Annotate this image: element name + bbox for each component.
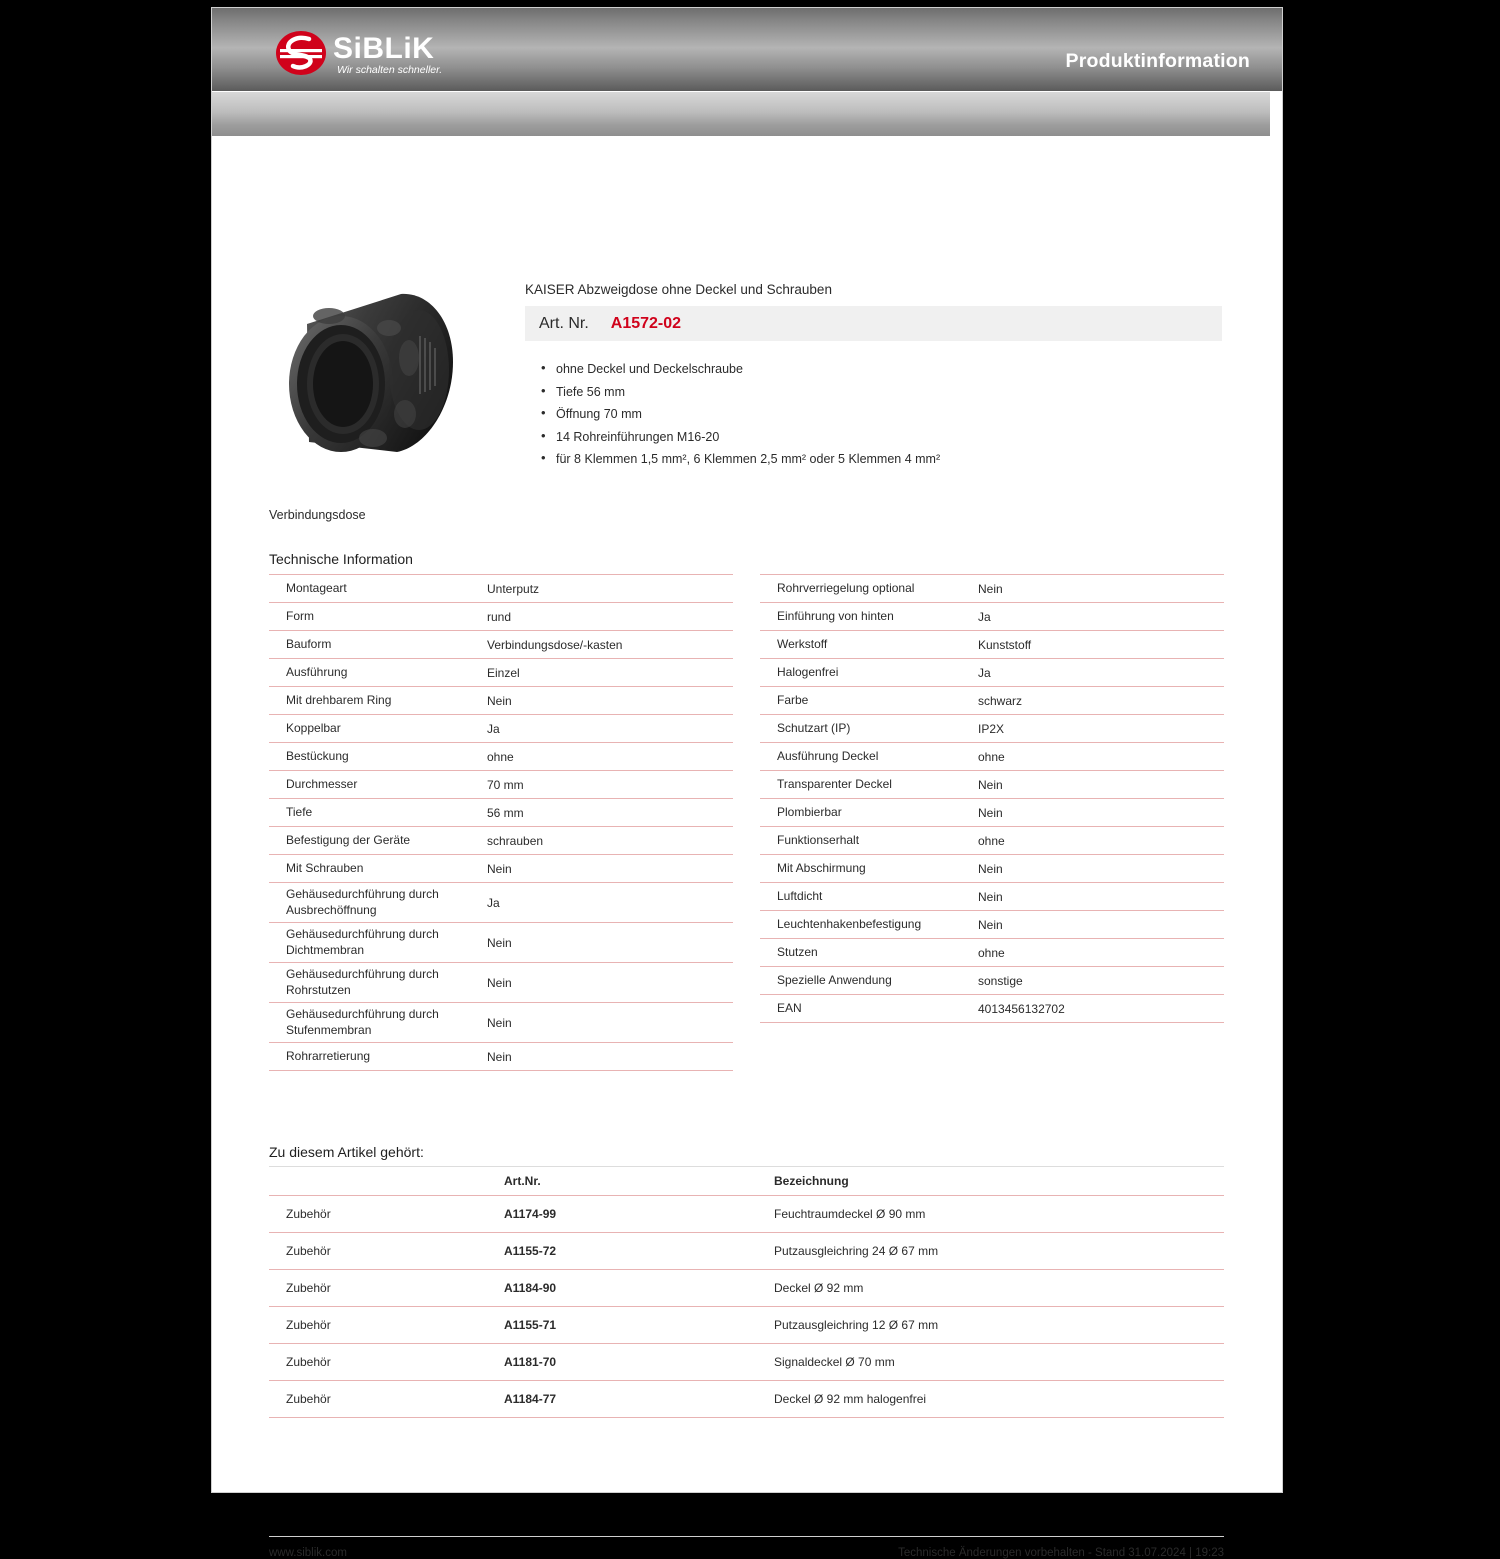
row-value: Nein <box>487 975 512 990</box>
table-row <box>269 799 733 827</box>
technical-section-title: Technische Information <box>269 551 413 567</box>
cell-type: Zubehör <box>269 1233 504 1270</box>
row-key: Mit drehbarem Ring <box>286 692 392 707</box>
table-row <box>269 771 733 799</box>
table-row <box>760 659 1224 687</box>
row-value: sonstige <box>978 973 1023 988</box>
row-value: Nein <box>978 861 1003 876</box>
list-item: • für 8 Klemmen 1,5 mm², 6 Klemmen 2,5 mm² oder 5 Klemmen 4 mm² <box>539 448 1229 471</box>
table-row <box>269 659 733 687</box>
table-header-row <box>269 1167 1224 1196</box>
table-row <box>760 939 1224 967</box>
row-value: Nein <box>978 581 1003 596</box>
accessories-table <box>269 1166 1224 1418</box>
row-key: Farbe <box>777 692 809 707</box>
cell-artnr[interactable]: A1181-70 <box>504 1344 774 1381</box>
footer-note: Technische Änderungen vorbehalten - Stand 31.07.2024 | 19:23 <box>898 1547 1224 1559</box>
row-key: Spezielle Anwendung <box>777 972 892 987</box>
article-number-label: Art. Nr. <box>539 314 589 332</box>
article-number-box <box>525 306 1222 341</box>
cell-type: Zubehör <box>269 1196 504 1233</box>
table-row <box>760 771 1224 799</box>
row-value: schrauben <box>487 833 544 848</box>
cell-name: Signaldeckel Ø 70 mm <box>774 1344 1224 1381</box>
row-value: Ja <box>487 721 500 736</box>
column-header-type <box>269 1167 504 1196</box>
page-title: Produktinformation <box>1065 50 1250 72</box>
row-value: Nein <box>487 861 512 876</box>
row-key: Form <box>286 608 314 623</box>
accessories-section-title: Zu diesem Artikel gehört: <box>269 1144 424 1160</box>
row-key: Leuchtenhakenbefestigung <box>777 916 922 931</box>
table-row <box>760 855 1224 883</box>
page-header <box>212 8 1282 92</box>
technical-table <box>269 574 1224 1071</box>
table-row <box>760 574 1224 603</box>
row-key: Funktionserhalt <box>777 832 860 847</box>
row-key: Rohrverriegelung optional <box>777 580 915 595</box>
list-item: • 14 Rohreinführungen M16-20 <box>539 426 1229 449</box>
row-key: Transparenter Deckel <box>777 776 892 791</box>
row-value: Nein <box>978 917 1003 932</box>
row-key: Stutzen <box>777 944 818 959</box>
column-header-name: Bezeichnung <box>774 1167 1224 1196</box>
cell-type: Zubehör <box>269 1307 504 1344</box>
table-row[interactable] <box>269 1344 1224 1381</box>
table-row <box>269 715 733 743</box>
table-row <box>269 883 733 923</box>
table-row[interactable] <box>269 1233 1224 1270</box>
row-key: Gehäusedurchführung durch Ausbrechöffnung <box>286 887 439 917</box>
cell-name: Deckel Ø 92 mm halogenfrei <box>774 1381 1224 1418</box>
row-value: Unterputz <box>487 581 540 596</box>
row-value: 56 mm <box>487 805 524 820</box>
table-row[interactable] <box>269 1381 1224 1418</box>
cell-name: Putzausgleichring 12 Ø 67 mm <box>774 1307 1224 1344</box>
row-value: 4013456132702 <box>978 1001 1065 1016</box>
row-value: ohne <box>978 749 1005 764</box>
list-item: • Öffnung 70 mm <box>539 403 1229 426</box>
row-key: Rohrarretierung <box>286 1048 371 1063</box>
table-row <box>269 574 733 603</box>
row-value: ohne <box>978 945 1005 960</box>
cell-artnr[interactable]: A1184-77 <box>504 1381 774 1418</box>
article-number-value: A1572-02 <box>610 314 682 332</box>
row-value: Ja <box>487 895 500 910</box>
row-key: Mit Schrauben <box>286 860 364 875</box>
table-row <box>760 715 1224 743</box>
product-caption: Verbindungsdose <box>269 508 366 522</box>
row-key: Tiefe <box>286 804 313 819</box>
table-row[interactable] <box>269 1196 1224 1233</box>
row-value: ohne <box>487 749 514 764</box>
row-value: Nein <box>487 1015 512 1030</box>
cell-name: Feuchtraumdeckel Ø 90 mm <box>774 1196 1224 1233</box>
table-row <box>269 631 733 659</box>
table-row <box>760 911 1224 939</box>
table-row <box>760 883 1224 911</box>
row-key: Koppelbar <box>286 720 341 735</box>
row-key: Durchmesser <box>286 776 358 791</box>
row-value: rund <box>487 609 512 624</box>
table-row <box>760 799 1224 827</box>
header-secondary-bar <box>212 92 1282 136</box>
cell-type: Zubehör <box>269 1381 504 1418</box>
table-row <box>269 923 733 963</box>
table-row <box>269 1043 733 1071</box>
siblik-logo-icon <box>275 30 327 76</box>
cell-artnr[interactable]: A1155-71 <box>504 1307 774 1344</box>
footer-divider <box>269 1536 1224 1537</box>
row-key: Plombierbar <box>777 804 842 819</box>
table-row <box>269 603 733 631</box>
table-row <box>269 827 733 855</box>
table-row <box>269 1003 733 1043</box>
table-row <box>269 687 733 715</box>
row-value: IP2X <box>978 721 1005 736</box>
row-key: Ausführung Deckel <box>777 748 879 763</box>
table-row <box>269 963 733 1003</box>
cell-artnr[interactable]: A1155-72 <box>504 1233 774 1270</box>
logo-wordmark: SiBLiK <box>333 32 435 65</box>
table-row <box>760 967 1224 995</box>
logo-slogan: Wir schalten schneller. <box>337 64 443 76</box>
footer-website[interactable]: www.siblik.com <box>269 1547 347 1559</box>
product-image <box>269 266 469 481</box>
row-key: Einführung von hinten <box>777 608 894 623</box>
row-value: Einzel <box>487 665 520 680</box>
product-features-list <box>539 358 1229 471</box>
table-row[interactable] <box>269 1270 1224 1307</box>
list-item: • Tiefe 56 mm <box>539 381 1229 404</box>
row-value: Verbindungsdose/-kasten <box>487 637 623 652</box>
product-title: KAISER Abzweigdose ohne Deckel und Schrauben <box>525 282 832 297</box>
table-row <box>760 995 1224 1023</box>
table-row <box>760 743 1224 771</box>
siblik-logo <box>275 30 505 80</box>
row-value: ohne <box>978 833 1005 848</box>
cell-artnr[interactable]: A1174-99 <box>504 1196 774 1233</box>
row-key: Gehäusedurchführung durch Stufenmembran <box>286 1007 439 1037</box>
table-row <box>760 687 1224 715</box>
cell-artnr[interactable]: A1184-90 <box>504 1270 774 1307</box>
table-row <box>760 827 1224 855</box>
cell-type: Zubehör <box>269 1344 504 1381</box>
row-value: Ja <box>978 665 991 680</box>
row-key: Befestigung der Geräte <box>286 832 411 847</box>
row-value: Nein <box>978 805 1003 820</box>
column-header-artnr: Art.Nr. <box>504 1167 774 1196</box>
row-value: Nein <box>978 777 1003 792</box>
row-key: Ausführung <box>286 664 348 679</box>
row-key: Bestückung <box>286 748 349 763</box>
row-value: Nein <box>978 889 1003 904</box>
row-value: schwarz <box>978 693 1023 708</box>
row-key: Bauform <box>286 636 332 651</box>
row-value: Ja <box>978 609 991 624</box>
table-row <box>269 855 733 883</box>
technical-column-left <box>269 574 733 1071</box>
document-page <box>212 8 1282 1559</box>
row-key: Gehäusedurchführung durch Dichtmembran <box>286 927 439 957</box>
row-value: Kunststoff <box>978 637 1032 652</box>
row-value: Nein <box>487 1049 512 1064</box>
row-key: Schutzart (IP) <box>777 720 851 735</box>
row-key: Montageart <box>286 580 347 595</box>
row-value: Nein <box>487 693 512 708</box>
list-item: • ohne Deckel und Deckelschraube <box>539 358 1229 381</box>
row-key: Halogenfrei <box>777 664 839 679</box>
table-row <box>269 743 733 771</box>
row-key: EAN <box>777 1000 802 1015</box>
row-value: Nein <box>487 935 512 950</box>
table-row <box>760 631 1224 659</box>
cell-name: Putzausgleichring 24 Ø 67 mm <box>774 1233 1224 1270</box>
table-row <box>760 603 1224 631</box>
technical-column-right <box>760 574 1224 1071</box>
row-key: Gehäusedurchführung durch Rohrstutzen <box>286 967 439 997</box>
row-value: 70 mm <box>487 777 524 792</box>
cell-name: Deckel Ø 92 mm <box>774 1270 1224 1307</box>
row-key: Mit Abschirmung <box>777 860 866 875</box>
row-key: Luftdicht <box>777 888 823 903</box>
table-row[interactable] <box>269 1307 1224 1344</box>
row-key: Werkstoff <box>777 636 828 651</box>
cell-type: Zubehör <box>269 1270 504 1307</box>
